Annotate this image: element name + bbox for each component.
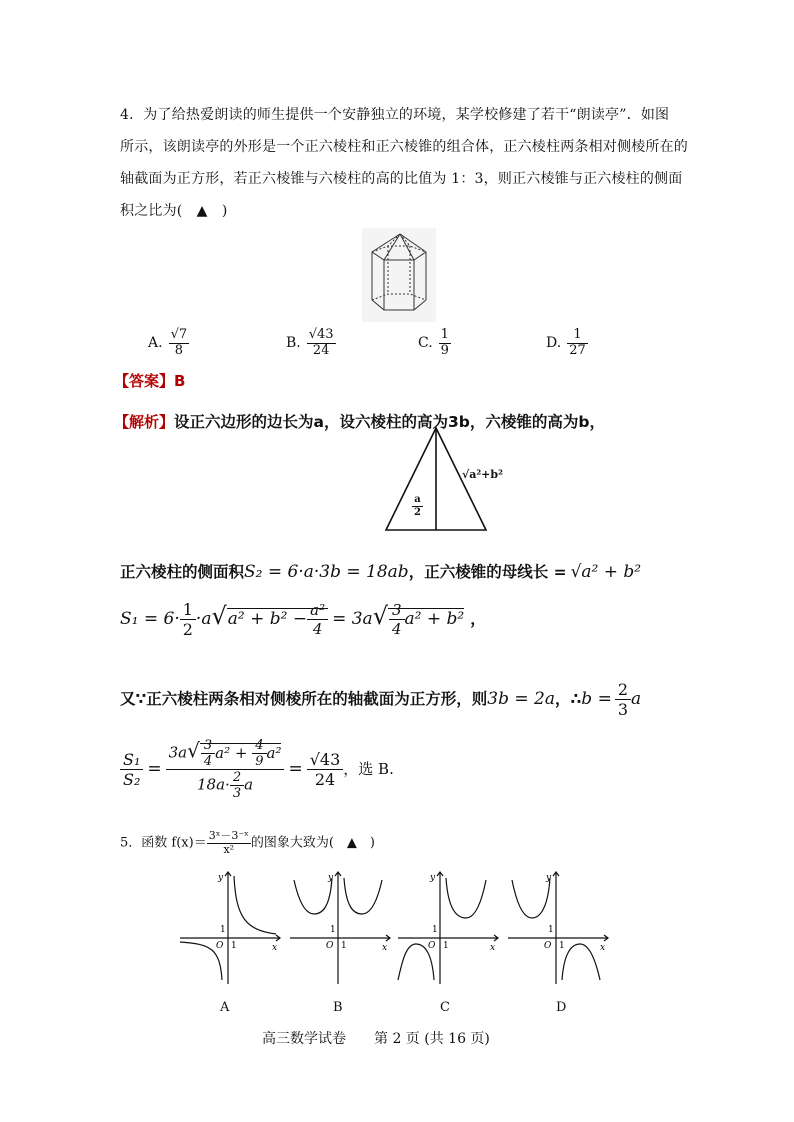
option-a-label: A. xyxy=(148,335,163,352)
s2-line xyxy=(120,560,641,582)
q4-stem-line-3: 轴截面为正方形，若正六棱锥与六棱柱的高的比值为 1：3，则正六棱锥与正六棱柱的侧面 xyxy=(120,171,683,187)
svg-text:1: 1 xyxy=(220,925,226,935)
option-d-fraction xyxy=(567,328,588,359)
svg-text:O: O xyxy=(216,941,224,951)
svg-text:y: y xyxy=(546,873,552,883)
ratio-mid-den: 18a· xyxy=(197,775,230,794)
ratio-mid-coef: 3a xyxy=(168,743,188,762)
also-text: 又∵正六棱柱两条相对侧棱所在的轴截面为正方形，则 xyxy=(120,690,488,708)
analysis-text-1: 设正六边形的边长为a，设六棱柱的高为3b，六棱锥的高为b， xyxy=(174,413,605,431)
svg-text:x: x xyxy=(600,943,606,953)
choose-text: ，选 B. xyxy=(343,760,394,778)
svg-text:O: O xyxy=(326,941,334,951)
svg-text:x: x xyxy=(490,943,496,953)
analysis-tag: 【解析】 xyxy=(114,413,175,431)
option-d-num: 1 xyxy=(567,328,588,344)
option-b-den: 24 xyxy=(312,342,330,358)
answer-tag: 【答案】 xyxy=(114,372,175,390)
ratio-result-num: √43 xyxy=(307,750,344,770)
option-c-fraction xyxy=(439,328,451,359)
pavilion-figure xyxy=(362,228,436,322)
svg-text:O: O xyxy=(428,941,436,951)
q5-stem xyxy=(120,830,375,856)
q5-frac-num: 3ˣ－3⁻ˣ xyxy=(208,829,249,842)
svg-text:1: 1 xyxy=(548,925,554,935)
option-b[interactable] xyxy=(286,328,336,359)
option-d[interactable] xyxy=(546,328,588,359)
q5-fraction xyxy=(207,830,251,856)
option-b-num: √43 xyxy=(308,327,334,342)
s1-part-e: a² + b² xyxy=(404,609,465,629)
svg-text:O: O xyxy=(544,941,552,951)
option-c-den: 9 xyxy=(440,342,449,358)
q5-prefix: 5．函数 f(x)＝ xyxy=(120,835,207,851)
graph-label-c: C xyxy=(440,1000,450,1015)
svg-text:1: 1 xyxy=(432,925,438,935)
triangle-half-num: a xyxy=(412,494,423,507)
q4-stem-line-4: 积之比为( ▲ ) xyxy=(120,203,228,219)
option-d-den: 27 xyxy=(569,342,586,358)
page-footer: 高三数学试卷 第 2 页 (共 16 页) xyxy=(262,1031,490,1047)
also-equation: 3b = 2a xyxy=(487,689,555,709)
graph-label-b: B xyxy=(333,1000,343,1015)
option-d-label: D. xyxy=(546,335,562,352)
svg-text:y: y xyxy=(430,873,436,883)
also-line: 又∵正六棱柱两条相对侧棱所在的轴截面为正方形，则3b = 2a，∴b = $\frac{2}{3}$ a xyxy=(120,680,642,719)
b-equation: b = xyxy=(581,689,612,709)
svg-text:1: 1 xyxy=(330,925,336,935)
option-a[interactable] xyxy=(148,328,189,359)
generatrix-text: ，正六棱锥的母线长 = xyxy=(408,563,567,581)
svg-text:1: 1 xyxy=(341,941,347,951)
triangle-half-den: 2 xyxy=(414,506,421,518)
triangle-figure xyxy=(384,424,512,534)
ratio-middle: 3a√ $\frac{3}{4}$ a² + $\frac{4}{9}$ a² 18a· $\frac{2}{3}$ a xyxy=(166,738,285,801)
generatrix-formula: √a² + b² xyxy=(570,562,642,582)
option-a-num: √7 xyxy=(170,327,188,342)
s1-part-a: S₁ = 6· xyxy=(120,609,180,629)
triangle-side-label: √a²+b² xyxy=(462,468,503,481)
option-b-label: B. xyxy=(286,335,301,352)
triangle-half-label xyxy=(412,494,423,518)
option-b-fraction xyxy=(307,328,336,359)
svg-text:x: x xyxy=(272,943,278,953)
svg-text:y: y xyxy=(328,873,334,883)
s1-part-d: = 3a xyxy=(332,609,373,629)
s1-radicand-2: $\frac{3}{4}$ a² + b² xyxy=(388,608,464,629)
analysis-line-1 xyxy=(114,410,605,432)
option-a-fraction xyxy=(169,328,190,359)
graph-label-a: A xyxy=(220,1000,230,1015)
ratio-left-den: S₂ xyxy=(123,770,141,789)
q4-stem-line-1: 4．为了给热爱朗读的师生提供一个安静独立的环境，某学校修建了若干“朗读亭”．如图 xyxy=(120,107,670,123)
s1-part-c: a² + b² − xyxy=(227,609,308,629)
s1-line: S₁ = 6· $\frac{1}{2}$ ·a√a² + b² − $\frac{\text{a²}}{4}$ = 3a√ $\frac{3}{4}$ a² + b² ， xyxy=(120,600,486,639)
svg-text:1: 1 xyxy=(559,941,565,951)
svg-text:1: 1 xyxy=(443,941,449,951)
b-fraction: $\frac{2}{3}$ xyxy=(615,680,631,719)
graph-label-d: D xyxy=(556,1000,567,1015)
option-a-den: 8 xyxy=(174,342,183,358)
q5-suffix: 的图象大致为( ▲ ) xyxy=(250,835,375,851)
answer-value: B xyxy=(174,372,186,390)
option-c[interactable] xyxy=(418,328,451,359)
option-c-num: 1 xyxy=(440,327,449,342)
graph-c[interactable] xyxy=(394,868,502,988)
answer-line xyxy=(114,370,185,391)
graph-a[interactable] xyxy=(176,868,284,988)
ratio-result xyxy=(307,750,344,789)
ratio-line: $\frac{\text{S₁}}{\text{S₂}}$ = 3a√ $\frac{3}{4}$ a² + $\frac{4}{9}$ a² 18a· $\frac{2}{3}$ a = $\frac{√43}{24}$ ，选 B. xyxy=(120,738,394,801)
svg-text:x: x xyxy=(382,943,388,953)
s2-formula: S₂ = 6·a·3b = 18ab xyxy=(244,562,409,582)
s1-part-b: ·a xyxy=(195,609,212,629)
ratio-left-num: S₁ xyxy=(120,750,143,770)
option-c-label: C. xyxy=(418,335,433,352)
therefore-text: ，∴ xyxy=(555,690,582,708)
s1-half-fraction: $\frac{1}{2}$ xyxy=(180,600,196,639)
q5-frac-den: x² xyxy=(223,842,235,856)
ratio-left xyxy=(120,750,143,789)
s2-text: 正六棱柱的侧面积 xyxy=(120,563,245,581)
svg-text:y: y xyxy=(218,873,224,883)
svg-text:1: 1 xyxy=(231,941,237,951)
graph-d[interactable] xyxy=(504,868,612,988)
q4-stem-line-2: 所示，该朗读亭的外形是一个正六棱柱和正六棱锥的组合体，正六棱柱两条相对侧棱所在的 xyxy=(120,139,688,155)
ratio-result-den: 24 xyxy=(314,770,336,789)
graph-b[interactable] xyxy=(286,868,394,988)
s1-radicand: a² + b² − $\frac{\text{a²}}{4}$ xyxy=(227,608,328,629)
s1-end: ， xyxy=(470,610,486,628)
